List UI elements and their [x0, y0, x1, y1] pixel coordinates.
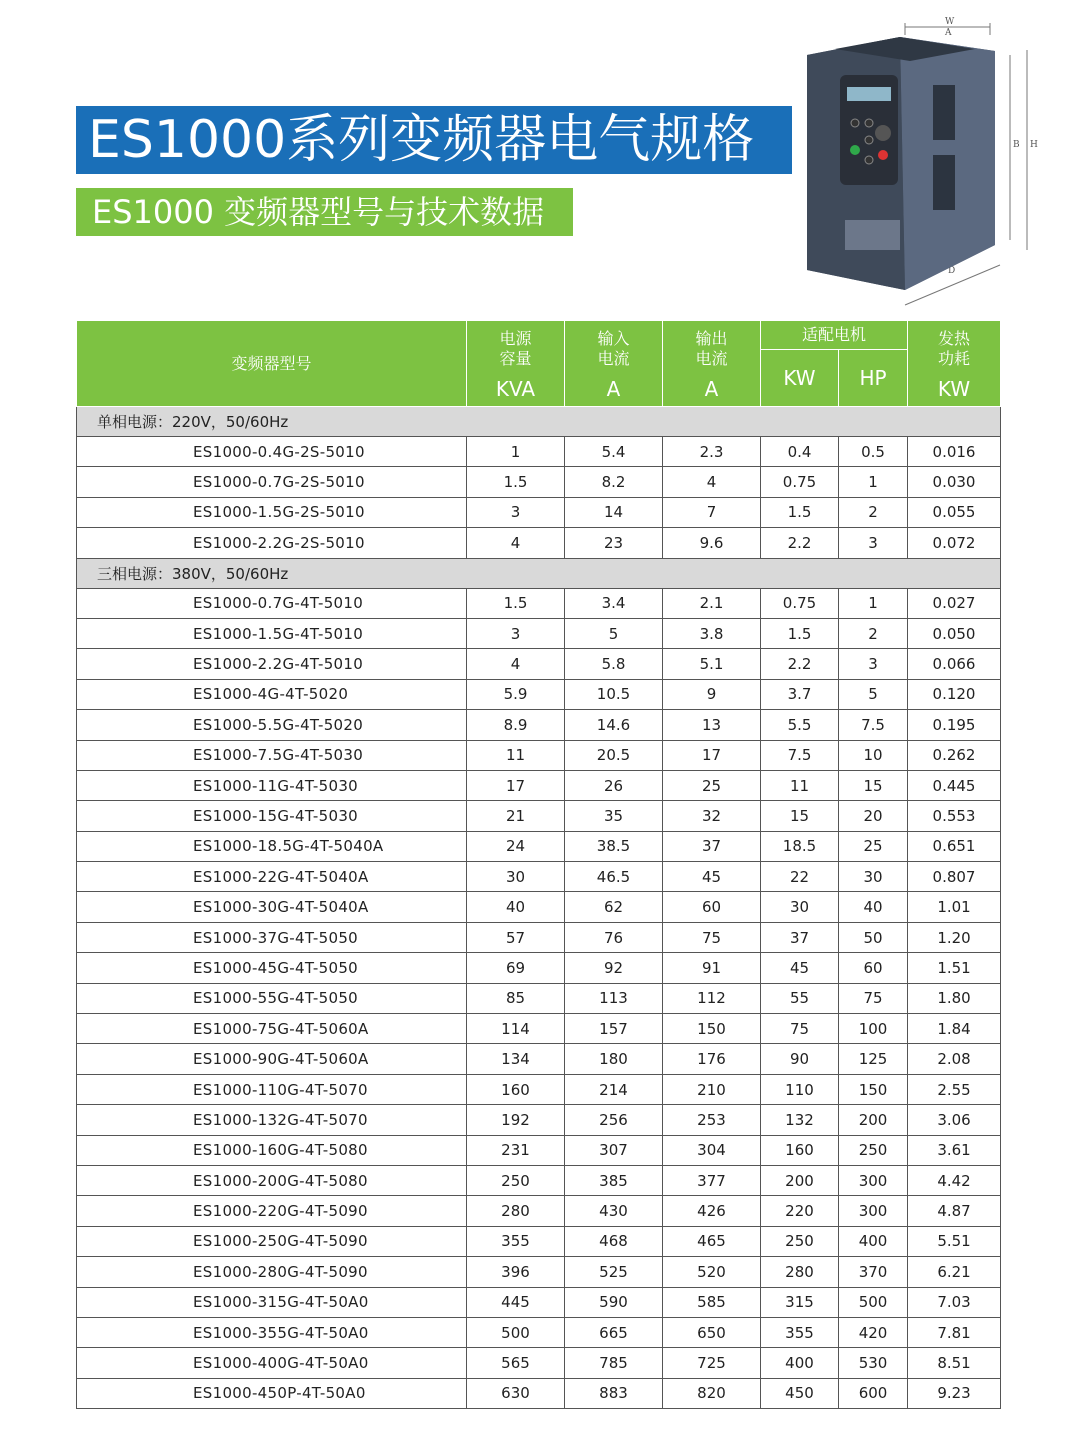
output-current-cell: 2.3	[663, 437, 761, 467]
motor-hp-cell: 0.5	[839, 437, 908, 467]
motor-kw-cell: 400	[761, 1348, 839, 1378]
motor-kw-cell: 15	[761, 801, 839, 831]
output-current-cell: 2.1	[663, 588, 761, 618]
model-cell: ES1000-315G-4T-50A0	[77, 1287, 467, 1317]
model-cell: ES1000-90G-4T-5060A	[77, 1044, 467, 1074]
motor-kw-cell: 0.75	[761, 467, 839, 497]
table-row	[77, 1105, 1001, 1135]
page-title: ES1000系列变频器电气规格	[76, 106, 792, 174]
model-cell: ES1000-2.2G-2S-5010	[77, 528, 467, 558]
header-input-current: 输入 电流 A	[565, 321, 663, 407]
input-current-cell: 5.8	[565, 649, 663, 679]
kva-cell: 500	[467, 1317, 565, 1347]
section-row	[77, 407, 1001, 437]
dimension-label-d: D	[948, 266, 956, 276]
heat-kw-cell: 5.51	[908, 1226, 1001, 1256]
kva-cell: 85	[467, 983, 565, 1013]
table-row	[77, 1014, 1001, 1044]
model-cell: ES1000-75G-4T-5060A	[77, 1014, 467, 1044]
section-label: 三相电源：380V，50/60Hz	[77, 558, 1001, 588]
motor-kw-cell: 280	[761, 1257, 839, 1287]
output-current-cell: 9.6	[663, 528, 761, 558]
table-row	[77, 710, 1001, 740]
heat-kw-cell: 0.030	[908, 467, 1001, 497]
motor-kw-cell: 55	[761, 983, 839, 1013]
heat-kw-cell: 1.01	[908, 892, 1001, 922]
table-row	[77, 1257, 1001, 1287]
header-power-capacity: 电源 容量 KVA	[467, 321, 565, 407]
motor-kw-cell: 2.2	[761, 528, 839, 558]
motor-hp-cell: 20	[839, 801, 908, 831]
output-current-cell: 60	[663, 892, 761, 922]
kva-cell: 40	[467, 892, 565, 922]
dimension-label-b: B	[1013, 140, 1020, 150]
table-row	[77, 437, 1001, 467]
section-label: 单相电源：220V，50/60Hz	[77, 407, 1001, 437]
output-current-cell: 253	[663, 1105, 761, 1135]
motor-kw-cell: 160	[761, 1135, 839, 1165]
motor-hp-cell: 1	[839, 588, 908, 618]
output-current-cell: 3.8	[663, 618, 761, 648]
input-current-cell: 307	[565, 1135, 663, 1165]
motor-kw-cell: 22	[761, 862, 839, 892]
section-row	[77, 558, 1001, 588]
input-current-cell: 14.6	[565, 710, 663, 740]
table-row	[77, 1317, 1001, 1347]
model-cell: ES1000-2.2G-4T-5010	[77, 649, 467, 679]
input-current-cell: 92	[565, 953, 663, 983]
output-current-cell: 465	[663, 1226, 761, 1256]
table-row	[77, 1196, 1001, 1226]
model-cell: ES1000-1.5G-2S-5010	[77, 497, 467, 527]
kva-cell: 21	[467, 801, 565, 831]
output-current-cell: 426	[663, 1196, 761, 1226]
model-cell: ES1000-450P-4T-50A0	[77, 1378, 467, 1408]
kva-cell: 160	[467, 1074, 565, 1104]
header-model: 变频器型号	[77, 321, 467, 407]
motor-kw-cell: 1.5	[761, 618, 839, 648]
model-cell: ES1000-11G-4T-5030	[77, 770, 467, 800]
motor-hp-cell: 10	[839, 740, 908, 770]
table-row	[77, 1165, 1001, 1195]
motor-hp-cell: 500	[839, 1287, 908, 1317]
table-row	[77, 1074, 1001, 1104]
input-current-cell: 430	[565, 1196, 663, 1226]
heat-kw-cell: 1.80	[908, 983, 1001, 1013]
motor-kw-cell: 1.5	[761, 497, 839, 527]
kva-cell: 17	[467, 770, 565, 800]
motor-kw-cell: 0.75	[761, 588, 839, 618]
input-current-cell: 180	[565, 1044, 663, 1074]
output-current-cell: 13	[663, 710, 761, 740]
motor-hp-cell: 400	[839, 1226, 908, 1256]
output-current-cell: 585	[663, 1287, 761, 1317]
motor-hp-cell: 125	[839, 1044, 908, 1074]
heat-kw-cell: 0.050	[908, 618, 1001, 648]
motor-kw-cell: 3.7	[761, 679, 839, 709]
motor-kw-cell: 355	[761, 1317, 839, 1347]
output-current-cell: 75	[663, 922, 761, 952]
kva-cell: 4	[467, 528, 565, 558]
heat-kw-cell: 1.84	[908, 1014, 1001, 1044]
kva-cell: 8.9	[467, 710, 565, 740]
input-current-cell: 665	[565, 1317, 663, 1347]
model-cell: ES1000-220G-4T-5090	[77, 1196, 467, 1226]
inverter-product-image	[795, 15, 1045, 310]
output-current-cell: 304	[663, 1135, 761, 1165]
table-row	[77, 649, 1001, 679]
table-row	[77, 770, 1001, 800]
model-cell: ES1000-200G-4T-5080	[77, 1165, 467, 1195]
motor-hp-cell: 2	[839, 497, 908, 527]
heat-kw-cell: 0.016	[908, 437, 1001, 467]
table-row	[77, 922, 1001, 952]
heat-kw-cell: 6.21	[908, 1257, 1001, 1287]
motor-hp-cell: 250	[839, 1135, 908, 1165]
model-cell: ES1000-355G-4T-50A0	[77, 1317, 467, 1347]
model-cell: ES1000-1.5G-4T-5010	[77, 618, 467, 648]
kva-cell: 24	[467, 831, 565, 861]
heat-kw-cell: 0.651	[908, 831, 1001, 861]
output-current-cell: 17	[663, 740, 761, 770]
table-row	[77, 467, 1001, 497]
motor-hp-cell: 60	[839, 953, 908, 983]
heat-kw-cell: 9.23	[908, 1378, 1001, 1408]
input-current-cell: 46.5	[565, 862, 663, 892]
table-row	[77, 497, 1001, 527]
input-current-cell: 5.4	[565, 437, 663, 467]
motor-hp-cell: 370	[839, 1257, 908, 1287]
dimension-label-h: H	[1030, 140, 1038, 150]
table-row	[77, 528, 1001, 558]
table-row	[77, 862, 1001, 892]
output-current-cell: 45	[663, 862, 761, 892]
input-current-cell: 38.5	[565, 831, 663, 861]
motor-kw-cell: 0.4	[761, 437, 839, 467]
table-row	[77, 1044, 1001, 1074]
kva-cell: 1.5	[467, 588, 565, 618]
table-row	[77, 1226, 1001, 1256]
heat-kw-cell: 3.61	[908, 1135, 1001, 1165]
output-current-cell: 25	[663, 770, 761, 800]
input-current-cell: 26	[565, 770, 663, 800]
motor-kw-cell: 30	[761, 892, 839, 922]
motor-hp-cell: 75	[839, 983, 908, 1013]
output-current-cell: 820	[663, 1378, 761, 1408]
kva-cell: 3	[467, 497, 565, 527]
page-subtitle: ES1000 变频器型号与技术数据	[76, 188, 573, 236]
kva-cell: 192	[467, 1105, 565, 1135]
kva-cell: 4	[467, 649, 565, 679]
model-cell: ES1000-18.5G-4T-5040A	[77, 831, 467, 861]
model-cell: ES1000-22G-4T-5040A	[77, 862, 467, 892]
output-current-cell: 91	[663, 953, 761, 983]
input-current-cell: 10.5	[565, 679, 663, 709]
heat-kw-cell: 0.120	[908, 679, 1001, 709]
output-current-cell: 7	[663, 497, 761, 527]
motor-kw-cell: 250	[761, 1226, 839, 1256]
output-current-cell: 150	[663, 1014, 761, 1044]
table-row	[77, 1135, 1001, 1165]
table-row	[77, 1287, 1001, 1317]
kva-cell: 396	[467, 1257, 565, 1287]
input-current-cell: 468	[565, 1226, 663, 1256]
heat-kw-cell: 1.51	[908, 953, 1001, 983]
heat-kw-cell: 7.81	[908, 1317, 1001, 1347]
motor-hp-cell: 100	[839, 1014, 908, 1044]
motor-hp-cell: 50	[839, 922, 908, 952]
kva-cell: 565	[467, 1348, 565, 1378]
heat-kw-cell: 0.027	[908, 588, 1001, 618]
kva-cell: 1.5	[467, 467, 565, 497]
motor-kw-cell: 110	[761, 1074, 839, 1104]
kva-cell: 30	[467, 862, 565, 892]
model-cell: ES1000-0.7G-4T-5010	[77, 588, 467, 618]
motor-hp-cell: 15	[839, 770, 908, 800]
table-row	[77, 1378, 1001, 1408]
output-current-cell: 377	[663, 1165, 761, 1195]
table-row	[77, 831, 1001, 861]
table-row	[77, 801, 1001, 831]
kva-cell: 1	[467, 437, 565, 467]
motor-kw-cell: 45	[761, 953, 839, 983]
kva-cell: 11	[467, 740, 565, 770]
heat-kw-cell: 0.055	[908, 497, 1001, 527]
motor-kw-cell: 315	[761, 1287, 839, 1317]
model-cell: ES1000-37G-4T-5050	[77, 922, 467, 952]
motor-kw-cell: 18.5	[761, 831, 839, 861]
output-current-cell: 32	[663, 801, 761, 831]
input-current-cell: 14	[565, 497, 663, 527]
kva-cell: 250	[467, 1165, 565, 1195]
model-cell: ES1000-110G-4T-5070	[77, 1074, 467, 1104]
motor-hp-cell: 5	[839, 679, 908, 709]
spec-table	[76, 320, 1001, 1409]
motor-hp-cell: 1	[839, 467, 908, 497]
motor-hp-cell: 25	[839, 831, 908, 861]
input-current-cell: 35	[565, 801, 663, 831]
motor-kw-cell: 75	[761, 1014, 839, 1044]
table-row	[77, 983, 1001, 1013]
heat-kw-cell: 0.066	[908, 649, 1001, 679]
kva-cell: 69	[467, 953, 565, 983]
kva-cell: 445	[467, 1287, 565, 1317]
heat-kw-cell: 0.553	[908, 801, 1001, 831]
motor-kw-cell: 7.5	[761, 740, 839, 770]
output-current-cell: 4	[663, 467, 761, 497]
table-row	[77, 679, 1001, 709]
model-cell: ES1000-280G-4T-5090	[77, 1257, 467, 1287]
input-current-cell: 590	[565, 1287, 663, 1317]
model-cell: ES1000-250G-4T-5090	[77, 1226, 467, 1256]
model-cell: ES1000-160G-4T-5080	[77, 1135, 467, 1165]
input-current-cell: 3.4	[565, 588, 663, 618]
model-cell: ES1000-132G-4T-5070	[77, 1105, 467, 1135]
motor-kw-cell: 5.5	[761, 710, 839, 740]
motor-kw-cell: 90	[761, 1044, 839, 1074]
motor-hp-cell: 600	[839, 1378, 908, 1408]
heat-kw-cell: 3.06	[908, 1105, 1001, 1135]
model-cell: ES1000-45G-4T-5050	[77, 953, 467, 983]
kva-cell: 114	[467, 1014, 565, 1044]
input-current-cell: 385	[565, 1165, 663, 1195]
motor-hp-cell: 200	[839, 1105, 908, 1135]
motor-hp-cell: 300	[839, 1196, 908, 1226]
heat-kw-cell: 7.03	[908, 1287, 1001, 1317]
heat-kw-cell: 4.87	[908, 1196, 1001, 1226]
heat-kw-cell: 2.08	[908, 1044, 1001, 1074]
input-current-cell: 525	[565, 1257, 663, 1287]
heat-kw-cell: 8.51	[908, 1348, 1001, 1378]
heat-kw-cell: 0.262	[908, 740, 1001, 770]
heat-kw-cell: 0.445	[908, 770, 1001, 800]
input-current-cell: 883	[565, 1378, 663, 1408]
kva-cell: 134	[467, 1044, 565, 1074]
output-current-cell: 5.1	[663, 649, 761, 679]
motor-hp-cell: 530	[839, 1348, 908, 1378]
input-current-cell: 113	[565, 983, 663, 1013]
input-current-cell: 62	[565, 892, 663, 922]
kva-cell: 280	[467, 1196, 565, 1226]
motor-hp-cell: 30	[839, 862, 908, 892]
heat-kw-cell: 1.20	[908, 922, 1001, 952]
model-cell: ES1000-5.5G-4T-5020	[77, 710, 467, 740]
output-current-cell: 176	[663, 1044, 761, 1074]
heat-kw-cell: 0.195	[908, 710, 1001, 740]
heat-kw-cell: 2.55	[908, 1074, 1001, 1104]
motor-kw-cell: 37	[761, 922, 839, 952]
model-cell: ES1000-400G-4T-50A0	[77, 1348, 467, 1378]
output-current-cell: 650	[663, 1317, 761, 1347]
input-current-cell: 20.5	[565, 740, 663, 770]
motor-hp-cell: 150	[839, 1074, 908, 1104]
input-current-cell: 256	[565, 1105, 663, 1135]
model-cell: ES1000-0.4G-2S-5010	[77, 437, 467, 467]
dimension-label-a: A	[945, 28, 952, 38]
header-motor-kw: KW	[761, 350, 839, 407]
table-row	[77, 953, 1001, 983]
motor-hp-cell: 2	[839, 618, 908, 648]
motor-kw-cell: 132	[761, 1105, 839, 1135]
table-row	[77, 892, 1001, 922]
motor-kw-cell: 2.2	[761, 649, 839, 679]
model-cell: ES1000-7.5G-4T-5030	[77, 740, 467, 770]
input-current-cell: 8.2	[565, 467, 663, 497]
kva-cell: 3	[467, 618, 565, 648]
motor-kw-cell: 11	[761, 770, 839, 800]
header-motor: 适配电机	[761, 321, 908, 350]
model-cell: ES1000-30G-4T-5040A	[77, 892, 467, 922]
table-row	[77, 618, 1001, 648]
motor-kw-cell: 450	[761, 1378, 839, 1408]
motor-hp-cell: 300	[839, 1165, 908, 1195]
model-cell: ES1000-4G-4T-5020	[77, 679, 467, 709]
motor-kw-cell: 220	[761, 1196, 839, 1226]
motor-hp-cell: 3	[839, 649, 908, 679]
input-current-cell: 76	[565, 922, 663, 952]
motor-kw-cell: 200	[761, 1165, 839, 1195]
kva-cell: 355	[467, 1226, 565, 1256]
kva-cell: 57	[467, 922, 565, 952]
header-output-current: 输出 电流 A	[663, 321, 761, 407]
output-current-cell: 112	[663, 983, 761, 1013]
output-current-cell: 9	[663, 679, 761, 709]
table-row	[77, 588, 1001, 618]
model-cell: ES1000-55G-4T-5050	[77, 983, 467, 1013]
motor-hp-cell: 3	[839, 528, 908, 558]
model-cell: ES1000-15G-4T-5030	[77, 801, 467, 831]
kva-cell: 231	[467, 1135, 565, 1165]
output-current-cell: 37	[663, 831, 761, 861]
input-current-cell: 5	[565, 618, 663, 648]
kva-cell: 630	[467, 1378, 565, 1408]
heat-kw-cell: 0.807	[908, 862, 1001, 892]
output-current-cell: 520	[663, 1257, 761, 1287]
heat-kw-cell: 4.42	[908, 1165, 1001, 1195]
output-current-cell: 725	[663, 1348, 761, 1378]
model-cell: ES1000-0.7G-2S-5010	[77, 467, 467, 497]
heat-kw-cell: 0.072	[908, 528, 1001, 558]
header-motor-hp: HP	[839, 350, 908, 407]
input-current-cell: 785	[565, 1348, 663, 1378]
table-row	[77, 1348, 1001, 1378]
input-current-cell: 157	[565, 1014, 663, 1044]
dimension-label-w: W	[945, 17, 955, 27]
input-current-cell: 214	[565, 1074, 663, 1104]
header-heat: 发热 功耗 KW	[908, 321, 1001, 407]
table-row	[77, 740, 1001, 770]
motor-hp-cell: 420	[839, 1317, 908, 1347]
kva-cell: 5.9	[467, 679, 565, 709]
motor-hp-cell: 7.5	[839, 710, 908, 740]
input-current-cell: 23	[565, 528, 663, 558]
output-current-cell: 210	[663, 1074, 761, 1104]
motor-hp-cell: 40	[839, 892, 908, 922]
